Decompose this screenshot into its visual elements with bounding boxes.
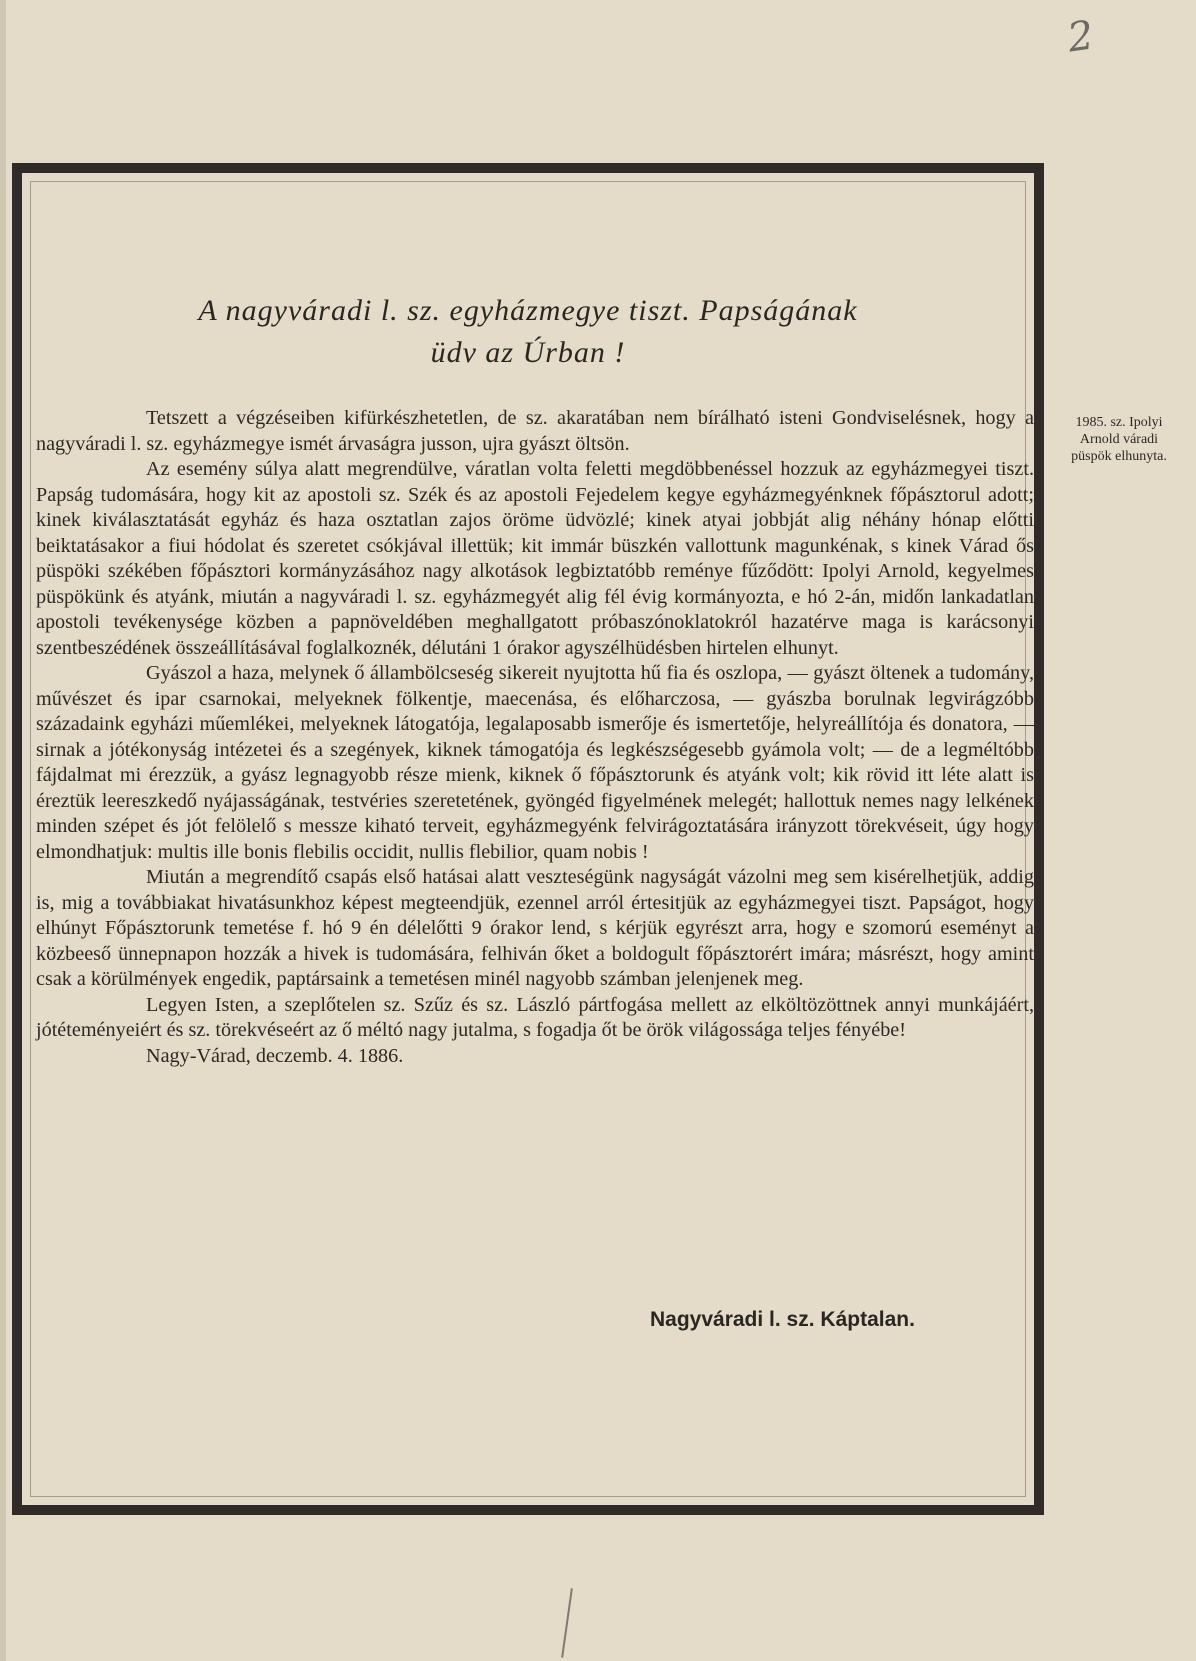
paragraph: Gyászol a haza, melynek ő állambölcseség sikereit nyujtotta hű fia és oszlopa, — gyászt öltenek a tudomány, művészet és ipar csarnokai, melyeknek fölkentje, maecenása, és előharczosa, — gyászba borulnak legvirágzóbb századaink egyházi műemlékei, melyeknek látogatója, legalaposabb ismerője és ismertetője, helyreállítója és donatora, — sirnak a jótékonyság intézetei és a szegények, kiknek támogatója és legkészségesebb gyámola volt; — de a legméltóbb fájdalmat mi érezzük, a gyász legnagyobb része mienk, kiknek ő főpásztorunk és atyánk volt; kik rövid itt léte alatt is éreztük leereszkedő nyájasságának, testvéries szeretetének, gyöngéd figyelmének melegét; hallottuk nemes nagy lelkének minden szépet és jót felölelő s messze kiható terveit, egyházmegyénk felvirágoztatására irányzott törekvéseit, úgy hogy elmondhatjuk: multis ille bonis flebilis occidit, nullis flebilior, quam nobis !: [36, 662, 1034, 863]
letter-body: [36, 406, 1034, 1069]
page-edge: [0, 0, 6, 1661]
margin-note: 1985. sz. Ipolyi Arnold váradi püspök elhunyta.: [1071, 415, 1167, 464]
heading-line-1: A nagyváradi l. sz. egyházmegye tiszt. Papságának: [198, 294, 858, 327]
dateline: Nagy-Várad, deczemb. 4. 1886.: [146, 1044, 404, 1067]
paper-crease: [561, 1588, 573, 1658]
paragraph: Tetszett a végzéseiben kifürkészhetetlen, de sz. akaratában nem bírálható isteni Gondviselésnek, hogy a nagyváradi l. sz. egyházmegye ismét árvaságra jusson, ujra gyászt öltsön.: [36, 407, 1034, 455]
paragraph: Az esemény súlya alatt megrendülve, váratlan volta feletti megdöbbenéssel hozzuk az egyházmegyei tiszt. Papság tudomására, hogy kit az apostoli sz. Szék és az apostoli Fejedelem kegye egyházmegyénknek főpásztorul adott; kinek kiválasztatását egyház és haza osztatlan zajos öröme üdvözlé; kinek atyai jobbját alig néhány hónap előtti beiktatásakor a fiui hódolat és szeretet csókjával illettük; kit immár büszkén vallottunk magunkénak, s kinek Várad ős püspöki székében főpásztori kormányzásához nagy alkotások legbiztatóbb reménye fűződött: Ipolyi Arnold, kegyelmes püspökünk és atyánk, miután a nagyváradi l. sz. egyházmegyét alig fél évig kormányozta, e hó 2-án, midőn lankadatlan apostoli tevékenysége közben a papnöveldében meghallgatott próbaszónoklatokról hazatérve maga is karácsonyi szentbeszédének összeállításával foglalkoznék, délutáni 1 órakor agyszélhüdésben hirtelen elhunyt.: [36, 458, 1034, 659]
signature: Nagyváradi l. sz. Káptalan.: [650, 1308, 915, 1331]
salutation-heading: [0, 290, 1056, 374]
page-number: 2: [1064, 12, 1097, 62]
heading-line-2: üdv az Úrban !: [430, 336, 626, 369]
paragraph: Legyen Isten, a szeplőtelen sz. Szűz és sz. László pártfogása mellett az elköltözöttnek annyi munkájáért, jótéteményeiért és sz. törekvéseért az ő méltó nagy jutalma, s fogadja őt be örök világossága teljes fényébe!: [36, 993, 1034, 1041]
paragraph: Miután a megrendítő csapás első hatásai alatt veszteségünk nagyságát vázolni meg sem kisérelhetjük, addig is, mig a továbbiakat hivatásunkhoz képest megteendjük, ezennel arról értesitjük az egyházmegyei tiszt. Papságot, hogy elhúnyt Főpásztorunk temetése f. hó 9 én délelőtti 9 órakor lend, s kérjük egyrészt arra, hogy e szomorú eseményt a közbeeső ünnepnapon hozzák a hivek is tudomására, felhiván őket a boldogult főpásztorért imára; másrészt, hogy amint csak a körülmények engedik, paptársaink a temetésen minél nagyobb számban jelenjenek meg.: [36, 866, 1034, 990]
